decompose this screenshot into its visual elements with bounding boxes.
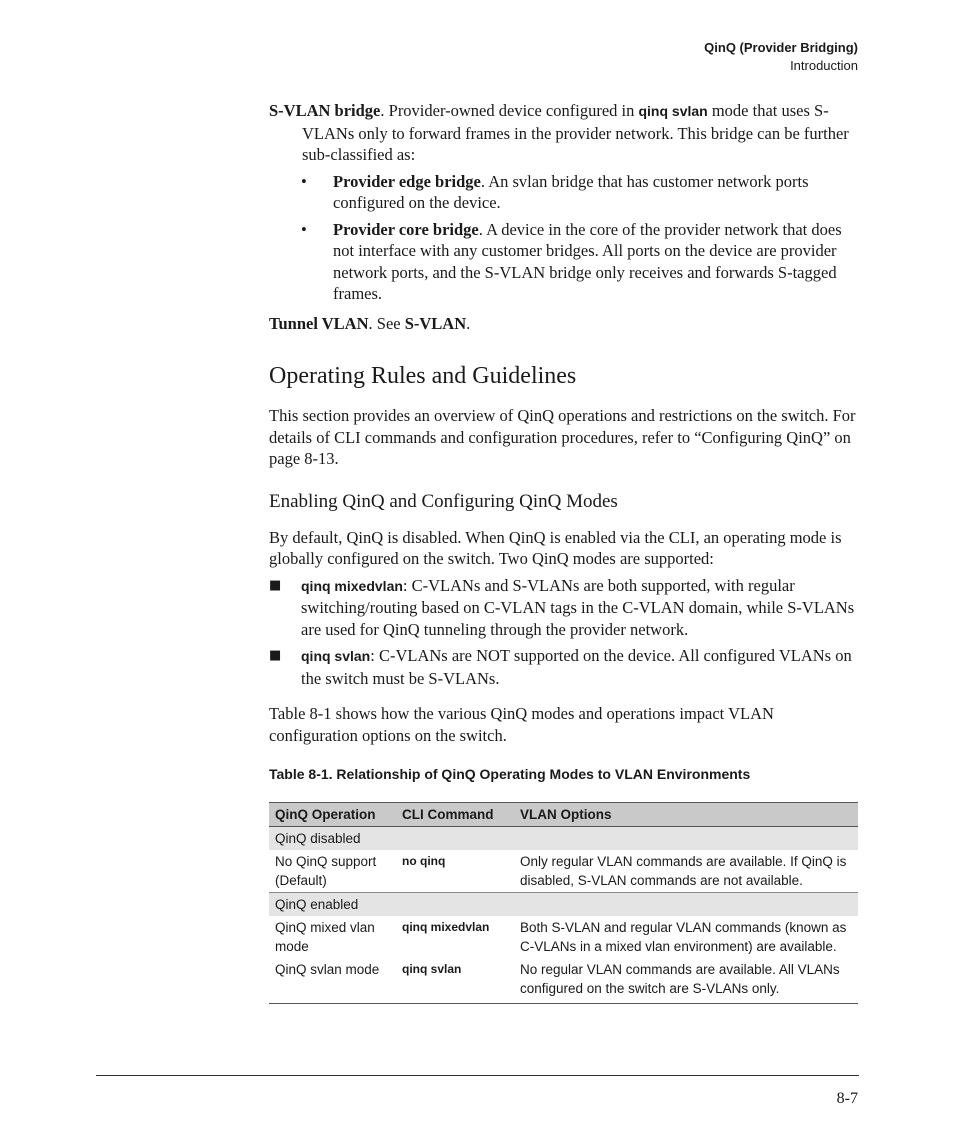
cell-command: qinq mixedvlan [402, 919, 490, 934]
tunnel-vlan-term: Tunnel VLAN [269, 313, 369, 333]
table-row [269, 958, 858, 1004]
table-group-row [269, 826, 858, 850]
cell-command: qinq svlan [396, 958, 514, 1004]
header-vlan-options: VLAN Options [514, 802, 858, 826]
mode-text-mixedvlan: : C-VLANs and S-VLANs are both supported, with regular switching/routing based on C-VLAN tags in the C-VLAN domain, while S-VLANs are used for QinQ tunneling through the provider network. [301, 575, 855, 639]
provider-edge-text: . An svlan bridge that has customer network ports configured on the device. [333, 171, 809, 212]
table-reference-text: Table 8-1 shows how the various QinQ modes and operations impact VLAN configuration options on the switch. [269, 704, 774, 745]
page-content [269, 100, 859, 1004]
cell-command: no qinq [396, 850, 514, 893]
square-bullet-icon: ■ [269, 577, 282, 593]
provider-edge-term: Provider edge bridge [333, 171, 481, 191]
tunnel-vlan-end: . [466, 313, 471, 333]
cell-options: No regular VLAN commands are available. All VLANs configured on the switch are S-VLANs only. [514, 958, 858, 1004]
mode-text-svlan: : C-VLANs are NOT supported on the device. All configured VLANs on the switch must be S-VLANs. [301, 646, 852, 688]
cell-operation: QinQ svlan mode [269, 958, 396, 1004]
mode-cmd-svlan: qinq svlan [301, 648, 371, 664]
group-qinq-enabled: QinQ enabled [269, 892, 858, 916]
svlan-bridge-text-1: . Provider-owned device configured in [380, 101, 639, 120]
table-row [269, 850, 858, 893]
cell-options: Only regular VLAN commands are available. If QinQ is disabled, S-VLAN commands are not available. [514, 850, 858, 893]
mode-item-mixedvlan [269, 575, 859, 641]
cell-options: Both S-VLAN and regular VLAN commands (known as C-VLANs in a mixed vlan environment) are available. [520, 919, 847, 954]
page-number: 8-7 [836, 1090, 858, 1107]
tunnel-vlan-text: . See [368, 313, 405, 333]
header-qinq-operation: QinQ Operation [269, 802, 396, 826]
subsection-intro: By default, QinQ is disabled. When QinQ is enabled via the CLI, an operating mode is globally configured on the switch. Two QinQ modes are supported: [269, 527, 842, 568]
running-header-title: QinQ (Provider Bridging) [704, 40, 858, 55]
provider-core-term: Provider core bridge [333, 219, 479, 239]
mode-item-svlan [269, 645, 859, 689]
section-title: Operating Rules and Guidelines [269, 363, 577, 389]
svlan-bridge-definition [269, 100, 859, 166]
tunnel-vlan-definition [269, 313, 859, 335]
bullet-provider-core-bridge [269, 219, 859, 305]
table-row [269, 916, 858, 958]
svlan-bridge-cmd: qinq svlan [638, 103, 708, 119]
svlan-bridge-term: S-VLAN bridge [269, 101, 381, 120]
table-header-row [269, 802, 858, 826]
tunnel-vlan-ref: S-VLAN [404, 313, 467, 333]
section-intro: This section provides an overview of QinQ operations and restrictions on the switch. For details of CLI commands and configuration procedures, refer to “Configuring QinQ” on page 8-13. [269, 406, 856, 468]
table-caption: Table 8-1. Relationship of QinQ Operating Modes to VLAN Environments [269, 766, 751, 782]
square-bullet-icon: ■ [269, 648, 282, 663]
bullet-provider-edge-bridge [269, 171, 859, 214]
footer-rule [96, 1075, 859, 1076]
bullet-dot: • [301, 171, 307, 191]
svlan-bridge-text-2: mode that uses S-VLANs only to forward frames in the provider network. This bridge can be further sub-classified as: [302, 101, 849, 164]
qinq-modes-table [269, 802, 858, 1004]
provider-core-text: . A device in the core of the provider network that does not interface with any customer bridges. All ports on the device are provider network ports, and the S-VLAN bridge only receives and forwards S-tagged frames. [333, 219, 842, 303]
mode-cmd-mixedvlan: qinq mixedvlan [301, 577, 403, 594]
running-header-subtitle: Introduction [790, 58, 858, 73]
bullet-dot: • [301, 219, 307, 239]
table-group-row [269, 892, 858, 916]
group-qinq-disabled: QinQ disabled [269, 826, 858, 850]
header-cli-command: CLI Command [396, 802, 514, 826]
subsection-title: Enabling QinQ and Configuring QinQ Modes [269, 490, 618, 512]
cell-operation: QinQ mixed vlan mode [275, 919, 375, 954]
cell-operation: No QinQ support (Default) [269, 850, 396, 893]
